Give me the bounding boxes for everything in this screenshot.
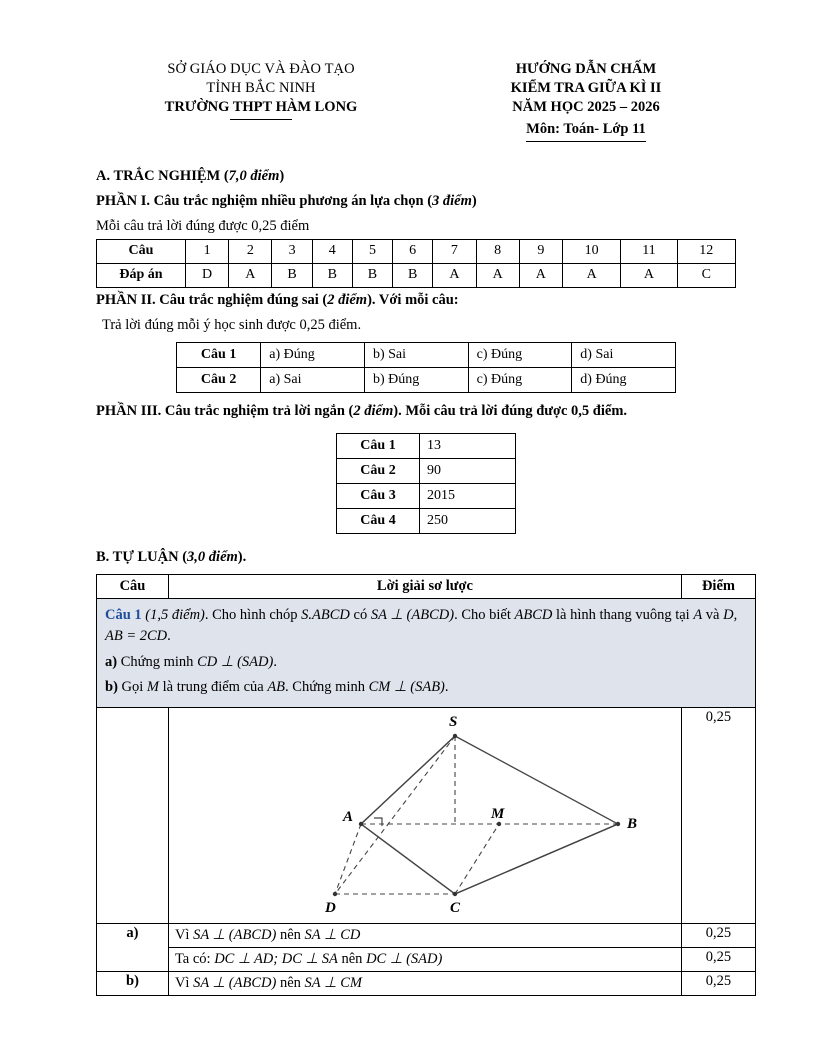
solution-a-line1 [168,923,681,947]
figure-cell [168,707,681,923]
part3-row2-label: Câu 2 [337,458,420,483]
solution-a-line2-pre: Ta có: [174,950,215,967]
solution-b-line1-mid: nên [276,974,305,991]
part1-number-4: 4 [312,239,352,263]
part3-table-wrapper [96,428,756,539]
part3-answer-table [336,433,516,534]
question1-b-text: Gọi [117,678,147,695]
essay-header-loigiai: Lời giải sơ lược [168,574,681,598]
part2-row2-c: c) Đúng [468,367,572,392]
header-doc-type: HƯỚNG DẪN CHẤM [515,61,657,77]
part3-row4-label: Câu 4 [337,508,420,533]
question1-statement [97,598,756,707]
question1-expr4: A [693,606,703,623]
part3-row1-label: Câu 1 [337,433,420,458]
table-row [177,367,676,392]
part1-answer-table [96,239,736,288]
section-b-title-points: 3,0 điểm [187,548,238,565]
header-school-block [96,60,426,120]
table-row [177,342,676,367]
part3-row1-value: 13 [420,433,516,458]
header-left-rule [230,119,292,120]
part3-row4-value: 250 [420,508,516,533]
header-subject: Môn: Toán- Lớp 11 [526,120,646,141]
section-b-title-end: ). [237,548,247,565]
pyramid-figure [169,708,681,920]
part1-answer-12: C [677,263,735,287]
part2-row1-d: d) Sai [572,342,676,367]
part1-heading-points: 3 điểm [432,192,472,209]
part1-answer-6: B [393,263,433,287]
solution-b-line1 [168,971,681,995]
question1-expr6: AB = 2CD [105,628,168,645]
solution-a-line1-diem: 0,25 [681,923,755,947]
header-department: SỞ GIÁO DỤC VÀ ĐÀO TẠO [167,61,355,77]
section-b-title-main: B. TỰ LUẬN ( [96,548,188,565]
question1-text4: là hình thang vuông tại [552,606,694,623]
question1-text6: , [733,606,738,623]
part1-number-9: 9 [519,239,562,263]
solution-b-line1-diem: 0,25 [681,971,755,995]
part1-label-cau: Câu [97,239,186,263]
question1-a-text: Chứng minh [117,654,198,670]
solution-row-a-1 [97,923,756,947]
part1-note: Mỗi câu trả lời đúng được 0,25 điểm [96,217,310,234]
part1-answer-3: B [272,263,312,287]
question1-figure-row [97,707,756,923]
question1-b-end: . [444,678,449,695]
part3-heading-main: PHẦN III. Câu trắc nghiệm trả lời ngắn ( [96,402,354,419]
part1-row-answers [97,263,736,287]
part2-heading-points: 2 điểm [327,291,368,308]
question1-a-label: a) [105,654,118,670]
svg-text:A: A [342,808,353,825]
solution-a-line1-expr2: SA ⊥ CD [304,926,361,943]
part1-label-dapan: Đáp án [97,263,186,287]
part1-number-7: 7 [433,239,476,263]
solution-a-label: a) [97,923,169,971]
part1-heading [96,193,756,210]
header-exam-name: KIỂM TRA GIỮA KÌ II [510,80,662,97]
solution-a-line1-mid: nên [276,926,305,943]
question1-text5: và [702,606,724,623]
part2-note: Trả lời đúng mỗi ý học sinh được 0,25 điểm. [102,316,362,333]
question1-part-b [105,677,747,699]
part2-heading-end: ). Với mỗi câu: [367,291,459,308]
solution-row-b-1 [97,971,756,995]
solution-b-label: b) [97,971,169,995]
svg-text:S: S [448,713,458,730]
solution-b-line1-pre: Vì [174,974,194,991]
question1-expr2: SA ⊥ (ABCD) [370,606,455,623]
svg-text:B: B [626,815,637,832]
solution-a-line1-pre: Vì [174,926,194,943]
question1-statement-row [97,598,756,707]
part1-number-12: 12 [677,239,735,263]
figure-diem: 0,25 [681,707,755,923]
part2-row1-label: Câu 1 [177,342,261,367]
document-header [96,60,756,142]
svg-text:M: M [490,805,505,822]
part1-number-8: 8 [476,239,519,263]
question1-expr1: S.ABCD [301,606,350,623]
part1-answer-2: A [229,263,272,287]
part3-row3-value: 2015 [420,483,516,508]
part1-number-5: 5 [352,239,392,263]
section-a-title-points: 7,0 điểm [228,167,280,184]
question1-b-text3: . Chứng minh [285,678,369,695]
question1-expr5: D [723,606,734,623]
question1-expr3: ABCD [514,606,553,623]
part2-row1-c: c) Đúng [468,342,572,367]
part2-row1-a: a) Đúng [261,342,365,367]
question1-label: Câu 1 [105,606,142,623]
header-exam-block [426,60,746,142]
question1-a-end: . [273,654,277,670]
solution-a-line2-expr2: DC ⊥ (SAD) [366,950,443,967]
part1-number-11: 11 [621,239,677,263]
part3-heading-points: 2 điểm [353,402,394,419]
question1-text2: có [349,606,371,623]
section-b-title [96,549,756,566]
solution-a-line2-mid: nên [337,950,367,967]
section-a-title-end: ) [279,167,285,184]
table-row [337,433,516,458]
part1-answer-10: A [562,263,620,287]
part3-row2-value: 90 [420,458,516,483]
part3-row3-label: Câu 3 [337,483,420,508]
part1-number-2: 2 [229,239,272,263]
part2-row2-label: Câu 2 [177,367,261,392]
solution-a-line2-diem: 0,25 [681,947,755,971]
part1-heading-end: ) [471,192,477,209]
solution-b-line1-expr: SA ⊥ (ABCD) [193,974,277,991]
solution-row-a-2 [97,947,756,971]
question1-part-a [105,652,747,674]
essay-header-cau: Câu [97,574,169,598]
table-row [337,508,516,533]
part1-number-3: 3 [272,239,312,263]
question1-b-expr1: M [146,678,159,695]
question1-b-text2: là trung điểm của [159,678,268,695]
part2-row2-a: a) Sai [261,367,365,392]
part2-heading [96,292,756,309]
part2-answer-table [176,342,676,393]
part1-row-numbers [97,239,736,263]
essay-header-diem: Điểm [681,574,755,598]
question1-b-expr3: CM ⊥ (SAB) [368,678,445,695]
part2-row2-d: d) Đúng [572,367,676,392]
header-school-year: NĂM HỌC 2025 – 2026 [512,99,660,116]
part2-row2-b: b) Đúng [364,367,468,392]
part1-answer-1: D [186,263,229,287]
part3-heading-end: ). Mỗi câu trả lời đúng được 0,5 điểm. [393,402,628,419]
svg-text:D: D [324,899,336,916]
part1-answer-7: A [433,263,476,287]
table-row [337,483,516,508]
solution-a-line1-expr: SA ⊥ (ABCD) [193,926,277,943]
part1-number-1: 1 [186,239,229,263]
document-content [96,60,756,996]
table-row [337,458,516,483]
part3-heading [96,403,756,420]
part1-number-6: 6 [393,239,433,263]
part2-row1-b: b) Sai [364,342,468,367]
question1-points: (1,5 điểm) [145,606,205,623]
header-school: TRƯỜNG THPT HÀM LONG [164,99,358,116]
question1-text7: . [167,628,171,645]
question1-b-expr2: AB [267,678,286,695]
part1-answer-11: A [621,263,677,287]
question1-a-expr: CD ⊥ (SAD) [197,654,274,670]
part1-answer-5: B [352,263,392,287]
solution-a-line2 [168,947,681,971]
part1-heading-main: PHẦN I. Câu trắc nghiệm nhiều phương án lựa chọn ( [96,192,433,209]
essay-answer-table [96,574,756,996]
part2-heading-main: PHẦN II. Câu trắc nghiệm đúng sai ( [96,291,328,308]
solution-b-line1-expr2: SA ⊥ CM [304,974,362,991]
part1-answer-9: A [519,263,562,287]
header-province: TỈNH BẮC NINH [206,80,316,97]
part2-table-wrapper [96,338,756,397]
solution-a-line2-expr: DC ⊥ AD; DC ⊥ SA [214,950,338,967]
essay-table-header [97,574,756,598]
question1-b-label: b) [105,678,118,695]
part1-answer-8: A [476,263,519,287]
part1-number-10: 10 [562,239,620,263]
section-a-title [96,168,756,185]
part1-answer-4: B [312,263,352,287]
svg-text:C: C [449,899,460,916]
section-a-title-main: A. TRẮC NGHIỆM ( [96,167,229,184]
question1-text1: . Cho hình chóp [204,606,302,623]
figure-left-spacer [97,707,169,923]
question1-text3: . Cho biết [454,606,515,623]
